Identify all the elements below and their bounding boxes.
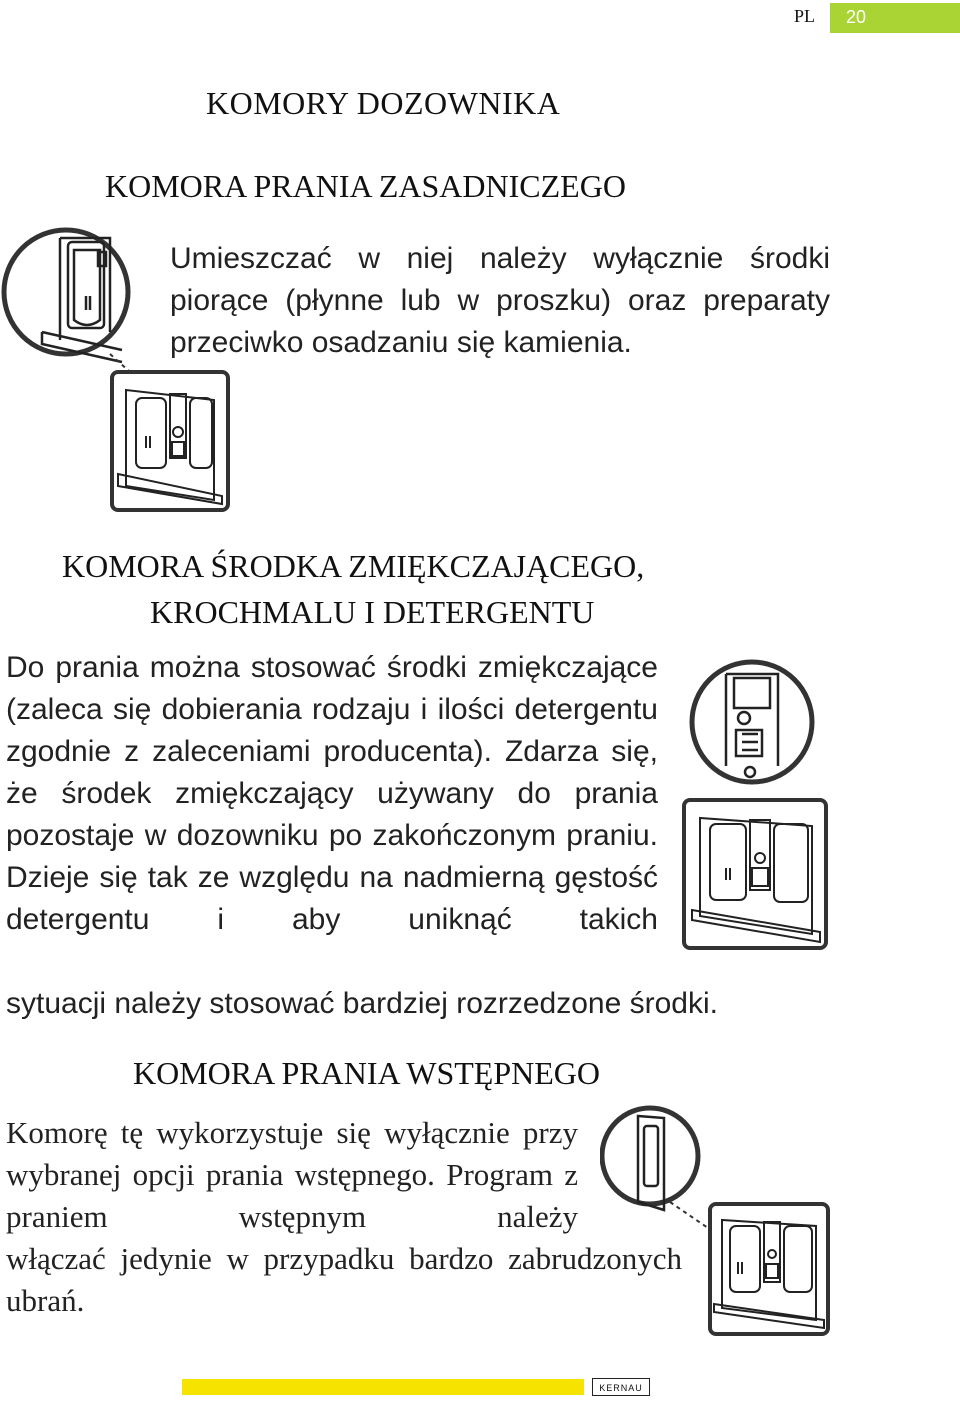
section-text-prewash-last: włączać jedynie w przypadku bardzo zabrudzonych ubrań. xyxy=(6,1241,682,1318)
page-title: KOMORY DOZOWNIKA xyxy=(206,85,561,121)
section-text-softener-last: sytuacji należy stosować bardziej rozrzedzone środki. xyxy=(6,987,718,1020)
section-text-softener: Do prania można stosować środki zmiękczające (zaleca się dobierania rodzaju i ilości detergentu zgodnie z zaleceniami producenta). Zdarza się, że środek zmiękczający używany do prania pozostaje w dozowniku po zakończonym praniu. Dzieje się tak ze względu na nadmierną gęstość detergentu i aby uniknąć takich xyxy=(6,651,658,936)
section-heading-softener-line1: KOMORA ŚRODKA ZMIĘKCZAJĄCEGO, xyxy=(62,548,645,584)
zoom-circle xyxy=(602,1108,698,1204)
section-heading-prewash: KOMORA PRANIA WSTĘPNEGO xyxy=(133,1055,601,1091)
section-heading-softener-line2: KROCHMALU I DETERGENTU xyxy=(150,594,595,630)
section-text-prewash: Komorę tę wykorzystuje się wyłącznie przy wybranej opcji prania wstępnego. Program z praniem wstępnym należy xyxy=(6,1115,578,1234)
brand-logo: KERNAU xyxy=(592,1378,650,1396)
zoom-circle xyxy=(692,662,812,782)
section-text-main-wash: Umieszczać w niej należy wyłącznie środki piorące (płynne lub w proszku) oraz preparaty przeciwko osadzaniu się kamienia. xyxy=(170,242,830,359)
page-number: 20 xyxy=(846,7,867,27)
section-heading-main-wash: KOMORA PRANIA ZASADNICZEGO xyxy=(105,168,626,204)
callout-line xyxy=(670,1202,708,1228)
softener-compartment-illustration xyxy=(672,654,832,954)
prewash-compartment-illustration xyxy=(600,1098,840,1338)
language-label: PL xyxy=(794,6,816,26)
main-wash-compartment-illustration xyxy=(0,222,240,522)
footer-accent-bar xyxy=(182,1379,584,1395)
